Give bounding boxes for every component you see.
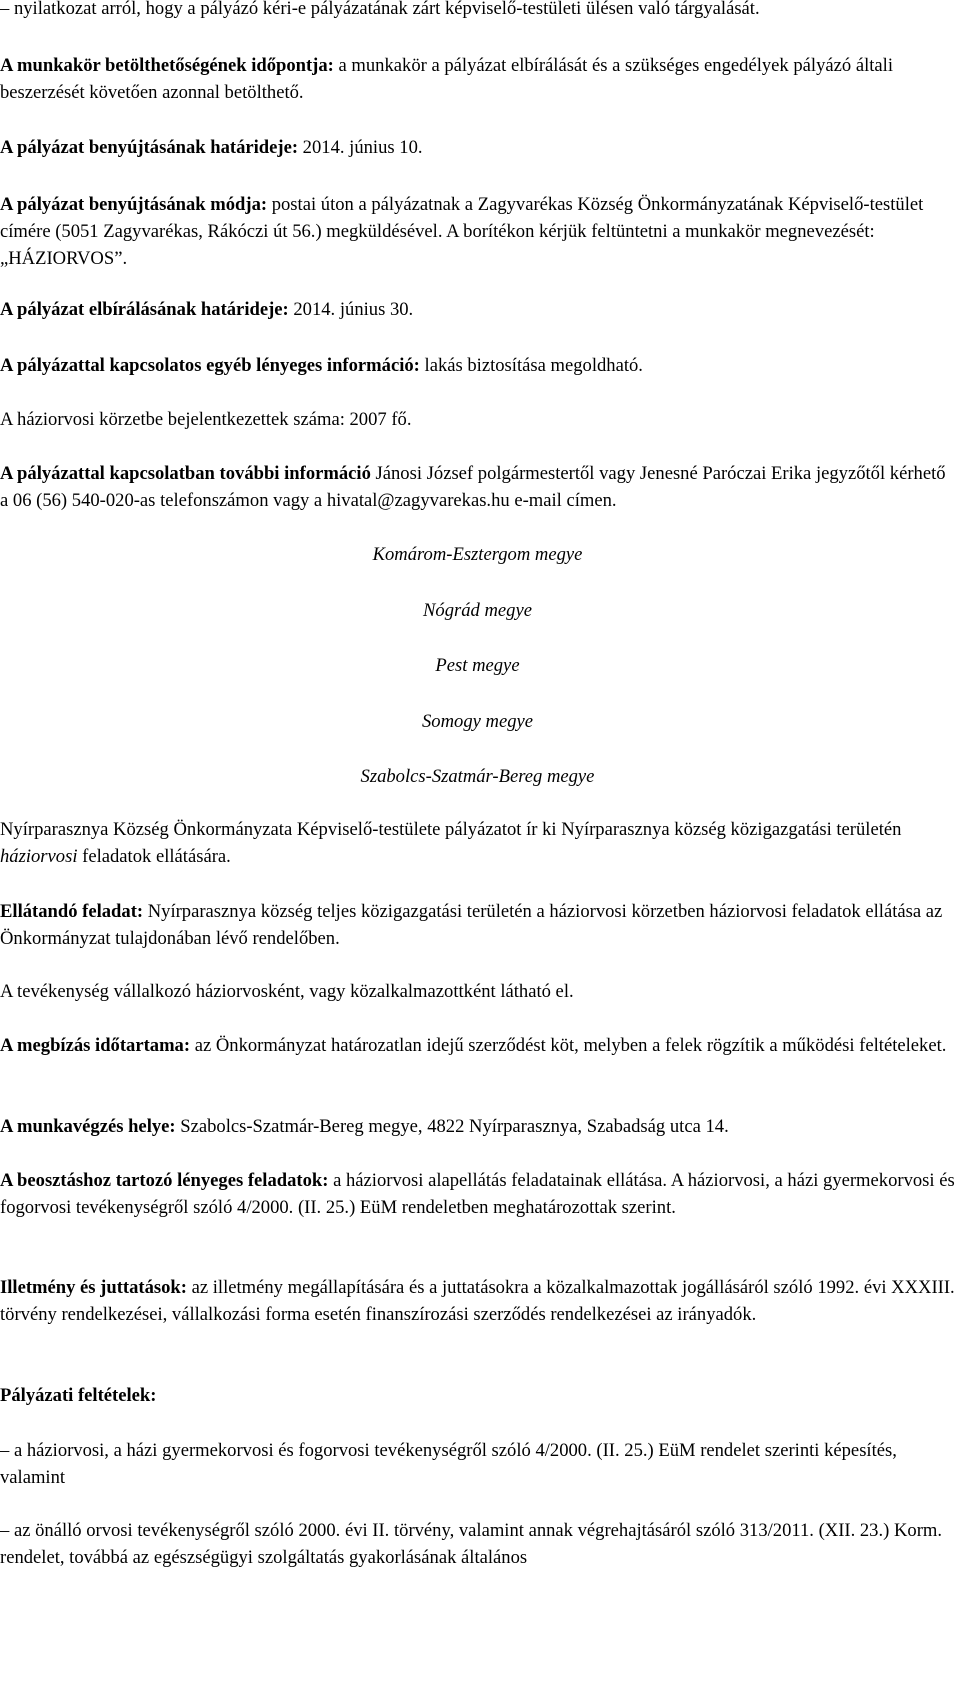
text-submission-method: postai úton a pályázatnak a Zagyvarékas Község Önkormányzatának Képviselő-testület címére (5051 Zagyvarékas, Rákóczi út 56.) megküldésével. A borítékon kérjük feltüntetni a munkakör megnevezését: „HÁZIORVOS”. xyxy=(0,194,924,269)
list-item-legal-requirements: – az önálló orvosi tevékenységről szóló 2000. évi II. törvény, valamint annak végrehajtásáról szóló 313/2011. (XII. 23.) Korm. rendelet, továbbá az egészségügyi szolgáltatás gyakorlásának általános xyxy=(0,1520,942,1568)
text-task: Nyírparasznya község teljes közigazgatási területén a háziorvosi körzetben háziorvosi feladatok ellátása az Önkormányzat tulajdonában lévő rendelőben. xyxy=(0,901,943,949)
label-fill-date: A munkakör betölthetőségének időpontja: xyxy=(0,55,334,76)
county-heading: Pest megye xyxy=(435,655,520,676)
paragraph-registered-count: A háziorvosi körzetbe bejelentkezettek száma: 2007 fő. xyxy=(0,409,412,430)
county-heading: Nógrád megye xyxy=(423,600,532,621)
paragraph-other-info xyxy=(0,352,955,379)
label-evaluation-deadline: A pályázat elbírálásának határideje: xyxy=(0,299,289,320)
paragraph-fill-date xyxy=(0,52,955,106)
paragraph-submission-deadline xyxy=(0,134,955,161)
paragraph-duties xyxy=(0,1167,955,1221)
county-heading: Somogy megye xyxy=(422,711,533,732)
paragraph-closed-session: – nyilatkozat arról, hogy a pályázó kéri-e pályázatának zárt képviselő-testületi ülésen való tárgyalását. xyxy=(0,0,760,19)
text-workplace: Szabolcs-Szatmár-Bereg megye, 4822 Nyírparasznya, Szabadság utca 14. xyxy=(175,1116,729,1137)
heading-conditions xyxy=(0,1382,955,1409)
paragraph-task xyxy=(0,898,955,952)
county-heading: Komárom-Esztergom megye xyxy=(372,544,583,565)
label-submission-method: A pályázat benyújtásának módja: xyxy=(0,194,268,215)
text-announcement-italic: háziorvosi xyxy=(0,846,78,867)
text-submission-deadline: 2014. június 10. xyxy=(298,137,423,158)
paragraph-submission-method xyxy=(0,191,955,272)
label-task: Ellátandó feladat: xyxy=(0,901,144,922)
text-duration: az Önkormányzat határozatlan idejű szerződést köt, melyben a felek rögzítik a működési feltételeket. xyxy=(190,1035,947,1056)
label-duration: A megbízás időtartama: xyxy=(0,1035,191,1056)
text-salary: az illetmény megállapítására és a juttatásokra a közalkalmazottak jogállásáról szóló 1992. évi XXXIII. törvény rendelkezései, vállalkozási forma esetén finanszírozási szerződés rendelkezései az irányadók. xyxy=(0,1277,955,1325)
text-duties: a háziorvosi alapellátás feladatainak ellátása. A háziorvosi, a házi gyermekorvosi és fogorvosi tevékenységről szóló 4/2000. (II. 25.) EüM rendeletben meghatározottak szerint. xyxy=(0,1170,955,1218)
label-duties: A beosztáshoz tartozó lényeges feladatok: xyxy=(0,1170,329,1191)
paragraph-duration xyxy=(0,1032,955,1059)
text-announcement-after: feladatok ellátására. xyxy=(77,846,231,867)
paragraph-evaluation-deadline xyxy=(0,296,955,323)
paragraph-salary xyxy=(0,1274,955,1328)
label-submission-deadline: A pályázat benyújtásának határideje: xyxy=(0,137,299,158)
text-evaluation-deadline: 2014. június 30. xyxy=(288,299,414,320)
list-item-qualification: – a háziorvosi, a házi gyermekorvosi és fogorvosi tevékenységről szóló 4/2000. (II. 25.) EüM rendelet szerinti képesítés, valamint xyxy=(0,1440,897,1488)
label-other-info: A pályázattal kapcsolatos egyéb lényeges információ: xyxy=(0,355,420,376)
label-further-info: A pályázattal kapcsolatban további információ xyxy=(0,463,371,484)
paragraph-workplace xyxy=(0,1113,955,1140)
text-announcement-before: Nyírparasznya Község Önkormányzata Képviselő-testülete pályázatot ír ki Nyírparasznya község közigazgatási területén xyxy=(0,819,902,840)
text-further-info: Jánosi József polgármestertől vagy Jenesné Paróczai Erika jegyzőtől kérhető a 06 (56) 540-020-as telefonszámon vagy a hivatal@zagyvarekas.hu e-mail címen. xyxy=(0,463,946,511)
label-salary: Illetmény és juttatások: xyxy=(0,1277,187,1298)
paragraph-employment-form: A tevékenység vállalkozó háziorvosként, vagy közalkalmazottként látható el. xyxy=(0,981,574,1002)
paragraph-announcement xyxy=(0,816,955,870)
paragraph-further-info xyxy=(0,460,955,514)
label-conditions: Pályázati feltételek: xyxy=(0,1385,157,1406)
label-workplace: A munkavégzés helye: xyxy=(0,1116,176,1137)
text-fill-date: a munkakör a pályázat elbírálását és a szükséges engedélyek pályázó általi beszerzését követően azonnal betölthető. xyxy=(0,55,893,103)
text-other-info: lakás biztosítása megoldható. xyxy=(419,355,643,376)
county-heading: Szabolcs-Szatmár-Bereg megye xyxy=(360,766,595,787)
